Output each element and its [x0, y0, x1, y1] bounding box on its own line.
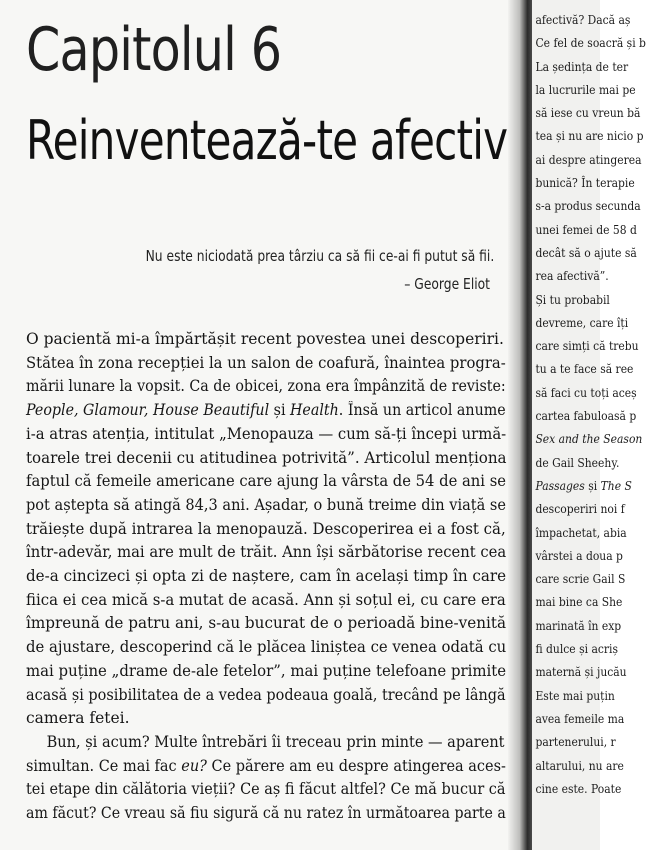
facing-page-line: rea afectivă”. [535, 268, 609, 284]
facing-page-line: devreme, care îți [535, 314, 629, 330]
facing-page-line: Passages și The S [535, 477, 632, 493]
body-line: tei etape din călătoria vieții? Ce aș fi făcut altfel? Ce mă bucur că [26, 780, 506, 799]
body-line: mării lunare la vopsit. Ca de obicei, zona era împânzită de reviste: [26, 377, 506, 396]
facing-page-line: la lucrurile mai pe [535, 81, 636, 97]
facing-page-line: cine este. Poate [535, 780, 622, 796]
facing-page-line: mai bine ca She [535, 594, 623, 610]
body-line: People, Glamour, House Beautiful și Health. Însă un articol anume [26, 401, 506, 420]
body-line: fiica ei cea mică s-a mutat de acasă. Ann și soțul ei, cu care era [26, 590, 506, 609]
body-line: i-a atras atenția, intitulat „Menopauza — cum să-ți începi urmă- [26, 424, 507, 443]
body-line: trăiește după intrarea la menopauză. Descoperirea ei a fost că, [26, 519, 506, 538]
facing-page-line: tu a te face să ree [535, 361, 634, 377]
facing-page-line: Este mai puțin [535, 687, 615, 703]
facing-page-line: maternă și jucău [535, 664, 627, 680]
facing-page-line: să iese cu vreun bă [535, 105, 641, 121]
facing-page-line: care scrie Gail S [535, 571, 626, 587]
body-line: într-adevăr, mai are mult de trăit. Ann își sărbătorise recent cea [26, 543, 507, 562]
chapter-title: Reinventează-te afectiv [26, 109, 508, 172]
facing-page-line: partenerului, r [535, 734, 616, 750]
facing-page-line: s-a produs secunda [535, 198, 641, 214]
facing-page [532, 0, 646, 850]
body-line: O pacientă mi-a împărtășit recent povestea unei descoperiri. [26, 330, 504, 348]
body-line: pot aștepta să atingă 84,3 ani. Așadar, o bună treime din viață se [26, 495, 506, 514]
body-line: am făcut? Ce vreau să fiu sigură că nu ratez în următoarea parte a [26, 804, 506, 823]
body-line: faptul că femeile americane care ajung la vârsta de 54 de ani se [26, 472, 507, 491]
body-line: mai puține „drame de-ale fetelor”, mai puține telefoane primite [26, 661, 507, 680]
facing-page-line: decât să o ajute să [535, 244, 637, 260]
chapter-label: Capitolul 6 [26, 15, 282, 85]
body-line: Stătea în zona recepției la un salon de coafură, înaintea progra- [26, 353, 506, 372]
epigraph [70, 242, 495, 298]
body-line: de ajustare, descoperind că le plăcea liniștea ce venea odată cu [26, 638, 507, 657]
epigraph-author: – George Eliot [404, 275, 490, 293]
facing-page-line: de Gail Sheehy. [535, 454, 620, 470]
facing-page-line: să faci cu toți aceș [535, 384, 637, 400]
facing-page-line: La ședința de ter [535, 58, 629, 74]
body-line: împreună de patru ani, s-au bucurat de o perioadă bine-venită [26, 614, 507, 633]
body-line: simultan. Ce mai fac eu? Ce părere am eu despre atingerea aces- [26, 756, 506, 775]
body-line: acasă și posibilitatea de a vedea podeaua goală, trecând pe lângă [26, 685, 506, 704]
facing-page-line: cartea fabuloasă p [535, 408, 637, 424]
epigraph-quote: Nu este niciodată prea târziu ca să fii ce-ai fi putut să fii. [145, 247, 495, 265]
body-line: camera fetei. [26, 709, 130, 728]
facing-page-line: marinată în exp [535, 617, 622, 633]
facing-page-line: Ce fel de soacră și b [535, 35, 646, 51]
facing-page-line: tea și nu are nicio p [535, 128, 644, 144]
body-line: de-a cincizeci și opta zi de naștere, cam în același timp în care [26, 567, 507, 586]
facing-page-line: fi dulce și acriș [535, 641, 618, 657]
facing-page-line: unei femei de 58 d [535, 221, 637, 237]
facing-page-line: bunică? În terapie [535, 175, 635, 191]
body-line: toarele trei decenii cu atitudinea potrivită”. Articolul menționa [26, 448, 507, 467]
facing-page-line: Și tu probabil [535, 291, 610, 307]
book-gutter [508, 0, 534, 850]
facing-page-line: ai despre atingerea [535, 151, 642, 167]
facing-page-line: altarului, nu are [535, 757, 624, 773]
facing-page-line: vârstei a doua p [535, 547, 623, 563]
facing-page-line: împachetat, abia [535, 524, 627, 540]
facing-page-line: avea femeile ma [535, 710, 625, 726]
facing-page-line: afectivă? Dacă aș [535, 12, 631, 27]
chapter-body-text [26, 328, 506, 826]
body-line: Bun, și acum? Multe întrebări îi treceau prin minte — aparent [46, 732, 505, 751]
facing-page-line: Sex and the Season [535, 431, 643, 447]
facing-page-line: descoperiri noi f [535, 501, 625, 517]
facing-page-line: care simți că trebu [535, 338, 639, 354]
